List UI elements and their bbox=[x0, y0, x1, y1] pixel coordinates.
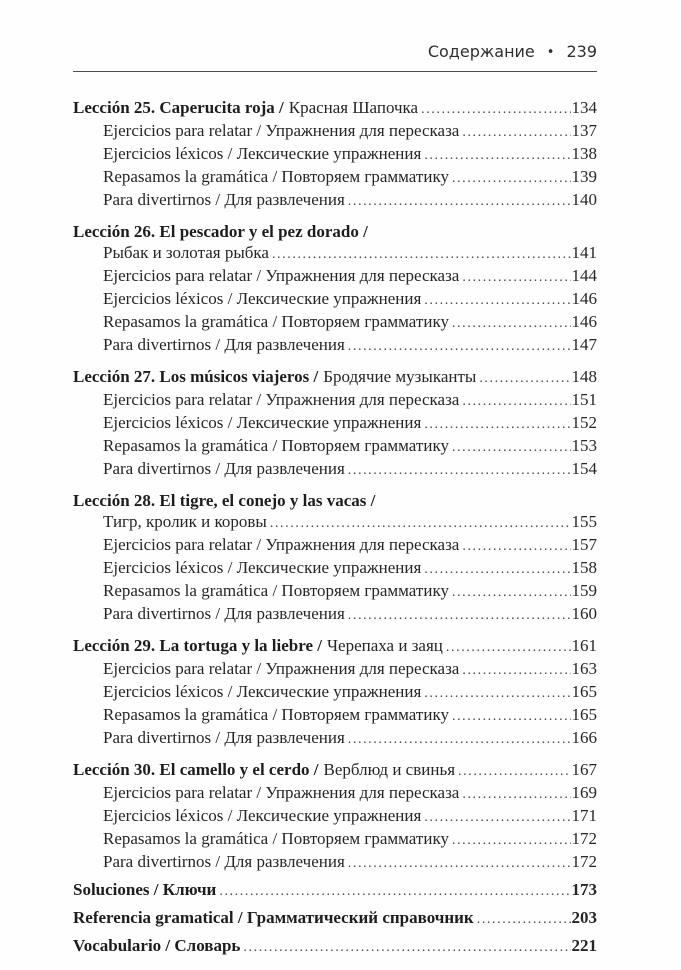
toc-entry-page-number: 203 bbox=[571, 908, 597, 927]
toc-entry-page-number: 137 bbox=[571, 121, 597, 140]
dot-leader bbox=[348, 334, 571, 357]
dot-leader bbox=[243, 935, 570, 958]
toc-entry-title: Тигр, кролик и коровы bbox=[103, 512, 267, 531]
toc-entry-page-number: 161 bbox=[571, 636, 597, 655]
dot-leader bbox=[424, 288, 570, 311]
toc-entry-title: Ejercicios para relatar / Упражнения для пересказа bbox=[103, 390, 460, 409]
dot-leader bbox=[424, 412, 570, 435]
toc-entry-title-bold: Lección 28. El tigre, el conejo y las vacas / bbox=[73, 491, 376, 510]
toc-entry-page-number: 167 bbox=[571, 760, 597, 779]
toc-entry-title: Черепаха и заяц bbox=[327, 636, 443, 655]
dot-leader bbox=[452, 435, 571, 458]
toc-row bbox=[73, 851, 597, 874]
toc-row bbox=[73, 557, 597, 580]
toc-row bbox=[73, 580, 597, 603]
toc-entry-page-number: 155 bbox=[571, 512, 597, 531]
toc-entry-title: Ejercicios léxicos / Лексические упражнения bbox=[103, 289, 422, 308]
toc-row bbox=[73, 603, 597, 626]
toc-row bbox=[73, 242, 597, 265]
toc-row bbox=[73, 143, 597, 166]
toc-row bbox=[73, 658, 597, 681]
toc-entry-title: Para divertirnos / Для развлечения bbox=[103, 728, 345, 747]
toc-entry-title: Ejercicios léxicos / Лексические упражнения bbox=[103, 682, 422, 701]
dot-leader bbox=[462, 534, 570, 557]
toc-entry-title: Ejercicios léxicos / Лексические упражнения bbox=[103, 144, 422, 163]
toc-entry-page-number: 151 bbox=[571, 390, 597, 409]
running-head bbox=[73, 42, 597, 61]
dot-leader bbox=[348, 189, 571, 212]
toc-entry-title: Ejercicios para relatar / Упражнения для пересказа bbox=[103, 121, 460, 140]
toc-row bbox=[73, 120, 597, 143]
toc-entry-page-number: 172 bbox=[571, 829, 597, 848]
toc-entry-page-number: 134 bbox=[571, 98, 597, 117]
toc-entry-page-number: 141 bbox=[571, 243, 597, 262]
toc-entry-title-bold: Lección 26. El pescador y el pez dorado / bbox=[73, 222, 368, 241]
toc-entry-page-number: 163 bbox=[571, 659, 597, 678]
dot-leader bbox=[462, 782, 570, 805]
toc-entry-page-number: 165 bbox=[571, 705, 597, 724]
toc-row bbox=[73, 265, 597, 288]
toc-list bbox=[73, 97, 597, 958]
toc-row bbox=[73, 879, 597, 902]
toc-row bbox=[73, 805, 597, 828]
toc-entry-title: Repasamos la gramática / Повторяем грамматику bbox=[103, 829, 449, 848]
toc-entry-page-number: 144 bbox=[571, 266, 597, 285]
toc-entry-title: Бродячие музыканты bbox=[323, 367, 477, 386]
toc-entry-title: Ejercicios léxicos / Лексические упражнения bbox=[103, 413, 422, 432]
toc-entry-title: Para divertirnos / Для развлечения bbox=[103, 190, 345, 209]
toc-entry-title: Para divertirnos / Для развлечения bbox=[103, 335, 345, 354]
dot-leader bbox=[446, 635, 571, 658]
toc-entry-title: Красная Шапочка bbox=[288, 98, 419, 117]
toc-row bbox=[73, 334, 597, 357]
toc-entry-title: Ejercicios para relatar / Упражнения для пересказа bbox=[103, 659, 460, 678]
toc-entry-page-number: 171 bbox=[571, 806, 597, 825]
toc-entry-page-number: 139 bbox=[571, 167, 597, 186]
dot-leader bbox=[421, 97, 570, 120]
toc-entry-title: Верблюд и свинья bbox=[323, 760, 456, 779]
toc-entry-title: Para divertirnos / Для развлечения bbox=[103, 459, 345, 478]
dot-leader bbox=[462, 120, 570, 143]
toc-entry-title-bold: Soluciones / Ключи bbox=[73, 880, 217, 899]
toc-entry-page-number: 152 bbox=[571, 413, 597, 432]
dot-leader bbox=[452, 704, 571, 727]
dot-leader bbox=[424, 805, 570, 828]
dot-leader bbox=[270, 511, 571, 534]
dot-leader bbox=[462, 658, 570, 681]
toc-entry-title: Repasamos la gramática / Повторяем грамматику bbox=[103, 581, 449, 600]
dot-leader bbox=[462, 265, 570, 288]
toc-row bbox=[73, 311, 597, 334]
toc-row bbox=[73, 727, 597, 750]
toc-row bbox=[73, 635, 597, 658]
dot-leader bbox=[272, 242, 571, 265]
toc-entry-title: Repasamos la gramática / Повторяем грамматику bbox=[103, 436, 449, 455]
dot-leader bbox=[452, 828, 571, 851]
dot-leader bbox=[477, 907, 571, 930]
toc-entry-title-bold: Referencia gramatical / Грамматический справочник bbox=[73, 908, 474, 927]
dot-leader bbox=[452, 580, 571, 603]
toc-entry-title: Рыбак и золотая рыбка bbox=[103, 243, 269, 262]
toc-row bbox=[73, 935, 597, 958]
toc-entry-page-number: 169 bbox=[571, 783, 597, 802]
toc-entry-title: Para divertirnos / Для развлечения bbox=[103, 852, 345, 871]
toc-entry-title: Ejercicios para relatar / Упражнения для пересказа bbox=[103, 266, 460, 285]
toc-row bbox=[73, 490, 597, 511]
running-head-page-number: 239 bbox=[566, 42, 597, 61]
toc-row bbox=[73, 288, 597, 311]
toc-row bbox=[73, 458, 597, 481]
toc-entry-title-bold: Lección 27. Los músicos viajeros / bbox=[73, 367, 319, 386]
toc-entry-title: Repasamos la gramática / Повторяем грамматику bbox=[103, 705, 449, 724]
dot-leader bbox=[462, 389, 570, 412]
toc-entry-page-number: 166 bbox=[571, 728, 597, 747]
dot-leader bbox=[348, 851, 571, 874]
toc-entry-page-number: 160 bbox=[571, 604, 597, 623]
toc-row bbox=[73, 166, 597, 189]
toc-entry-page-number: 154 bbox=[571, 459, 597, 478]
toc-row bbox=[73, 534, 597, 557]
dot-leader bbox=[348, 458, 571, 481]
toc-entry-page-number: 221 bbox=[571, 936, 597, 955]
toc-row bbox=[73, 828, 597, 851]
toc-entry-page-number: 172 bbox=[571, 852, 597, 871]
toc-entry-page-number: 148 bbox=[571, 367, 597, 386]
dot-leader bbox=[479, 366, 570, 389]
toc-entry-title-bold: Vocabulario / Словарь bbox=[73, 936, 241, 955]
running-head-title: Содержание bbox=[427, 42, 535, 61]
toc-row bbox=[73, 97, 597, 120]
toc-row bbox=[73, 704, 597, 727]
header-rule bbox=[73, 71, 597, 72]
toc-entry-title: Ejercicios léxicos / Лексические упражнения bbox=[103, 558, 422, 577]
toc-row bbox=[73, 759, 597, 782]
toc-entry-title: Ejercicios para relatar / Упражнения для пересказа bbox=[103, 535, 460, 554]
dot-leader bbox=[452, 166, 571, 189]
toc-entry-title: Ejercicios para relatar / Упражнения для пересказа bbox=[103, 783, 460, 802]
dot-leader bbox=[452, 311, 571, 334]
toc-entry-title-bold: Lección 29. La tortuga y la liebre / bbox=[73, 636, 322, 655]
toc-entry-title-bold: Lección 25. Caperucita roja / bbox=[73, 98, 284, 117]
toc-entry-page-number: 146 bbox=[571, 312, 597, 331]
dot-leader bbox=[219, 879, 570, 902]
toc-entry-page-number: 173 bbox=[571, 880, 597, 899]
toc-row bbox=[73, 681, 597, 704]
toc-entry-page-number: 165 bbox=[571, 682, 597, 701]
toc-entry-page-number: 153 bbox=[571, 436, 597, 455]
toc-entry-page-number: 140 bbox=[571, 190, 597, 209]
toc-entry-title: Para divertirnos / Для развлечения bbox=[103, 604, 345, 623]
toc-row bbox=[73, 221, 597, 242]
toc-entry-title: Repasamos la gramática / Повторяем грамматику bbox=[103, 167, 449, 186]
toc-row bbox=[73, 189, 597, 212]
toc-row bbox=[73, 435, 597, 458]
dot-leader bbox=[348, 603, 571, 626]
toc-row bbox=[73, 907, 597, 930]
toc-entry-page-number: 158 bbox=[571, 558, 597, 577]
toc-row bbox=[73, 366, 597, 389]
dot-leader bbox=[424, 681, 570, 704]
toc-row bbox=[73, 412, 597, 435]
toc-entry-title: Ejercicios léxicos / Лексические упражнения bbox=[103, 806, 422, 825]
toc-entry-title-bold: Lección 30. El camello y el cerdo / bbox=[73, 760, 319, 779]
bullet-separator-icon: • bbox=[546, 45, 555, 60]
toc-row bbox=[73, 389, 597, 412]
toc-entry-page-number: 159 bbox=[571, 581, 597, 600]
dot-leader bbox=[424, 557, 570, 580]
dot-leader bbox=[458, 759, 570, 782]
toc-entry-page-number: 146 bbox=[571, 289, 597, 308]
toc-entry-page-number: 157 bbox=[571, 535, 597, 554]
toc-row bbox=[73, 511, 597, 534]
toc-entry-page-number: 138 bbox=[571, 144, 597, 163]
toc-entry-title: Repasamos la gramática / Повторяем грамматику bbox=[103, 312, 449, 331]
dot-leader bbox=[424, 143, 570, 166]
dot-leader bbox=[348, 727, 571, 750]
toc-row bbox=[73, 782, 597, 805]
toc-entry-page-number: 147 bbox=[571, 335, 597, 354]
